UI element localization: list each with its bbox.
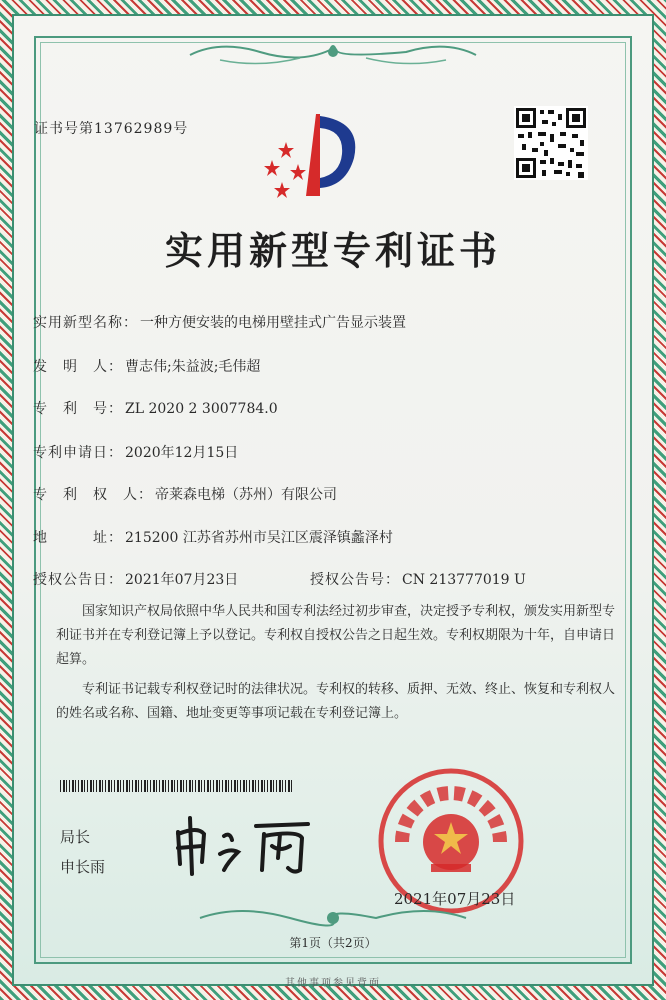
barcode-icon <box>60 780 292 792</box>
grant-date-label: 授权公告日： <box>33 572 123 588</box>
qr-code-icon <box>514 106 588 180</box>
certificate-body-text <box>56 600 616 726</box>
field-value: 曹志伟;朱益波;毛伟超 <box>125 359 261 375</box>
field-value: 一种方便安装的电梯用壁挂式广告显示装置 <box>140 315 406 331</box>
field-label: 专 利 号： <box>33 401 123 417</box>
paragraph-grant-decision: 国家知识产权局依照中华人民共和国专利法经过初步审查，决定授予专利权，颁发实用新型专利证书并在专利登记簿上予以登记。专利权自授权公告之日起生效。专利权期限为十年，自申请日起算。 <box>56 604 616 667</box>
field-value: 2020年12月15日 <box>125 445 239 461</box>
field-utility-model-name <box>33 312 406 332</box>
certificate-number: 证书号第13762989号 <box>34 121 189 137</box>
signatory-name: 申长雨 <box>60 858 106 876</box>
field-address <box>33 527 393 547</box>
grant-publication-number <box>310 569 526 589</box>
field-value: 215200 江苏省苏州市吴江区震泽镇蠡泽村 <box>125 530 393 546</box>
paragraph-legal-status: 专利证书记载专利权登记时的法律状况。专利权的转移、质押、无效、终止、恢复和专利权人的姓名或名称、国籍、地址变更等事项记载在专利登记簿上。 <box>56 682 616 721</box>
field-label: 地 址： <box>33 530 123 546</box>
field-label: 实用新型名称： <box>33 315 138 331</box>
field-label: 发 明 人： <box>33 359 123 375</box>
field-value: 帝莱森电梯（苏州）有限公司 <box>155 487 337 503</box>
page-indicator: 第1页（共2页） <box>289 936 377 950</box>
field-application-date <box>33 442 238 462</box>
field-label: 专 利 权 人： <box>33 487 153 503</box>
grant-number-value: CN 213777019 U <box>402 572 526 588</box>
signatory-title: 局长 <box>60 828 91 846</box>
signature-icon <box>168 812 318 882</box>
cnipa-logo-icon <box>258 108 368 202</box>
grant-date-value: 2021年07月23日 <box>125 572 239 588</box>
footer-note: 其他事项参见背面 <box>285 978 381 989</box>
certificate-title: 实用新型专利证书 <box>164 228 501 273</box>
field-patent-number <box>33 398 278 418</box>
grant-number-label: 授权公告号： <box>310 572 400 588</box>
top-ornament-icon <box>180 40 486 70</box>
field-label: 专利申请日： <box>33 445 123 461</box>
field-patentee <box>33 484 337 504</box>
field-value: ZL 2020 2 3007784.0 <box>125 401 278 417</box>
seal-date: 2021年07月23日 <box>394 890 516 908</box>
bottom-ornament-icon <box>190 900 476 934</box>
field-inventors <box>33 356 260 376</box>
grant-date <box>33 569 238 589</box>
